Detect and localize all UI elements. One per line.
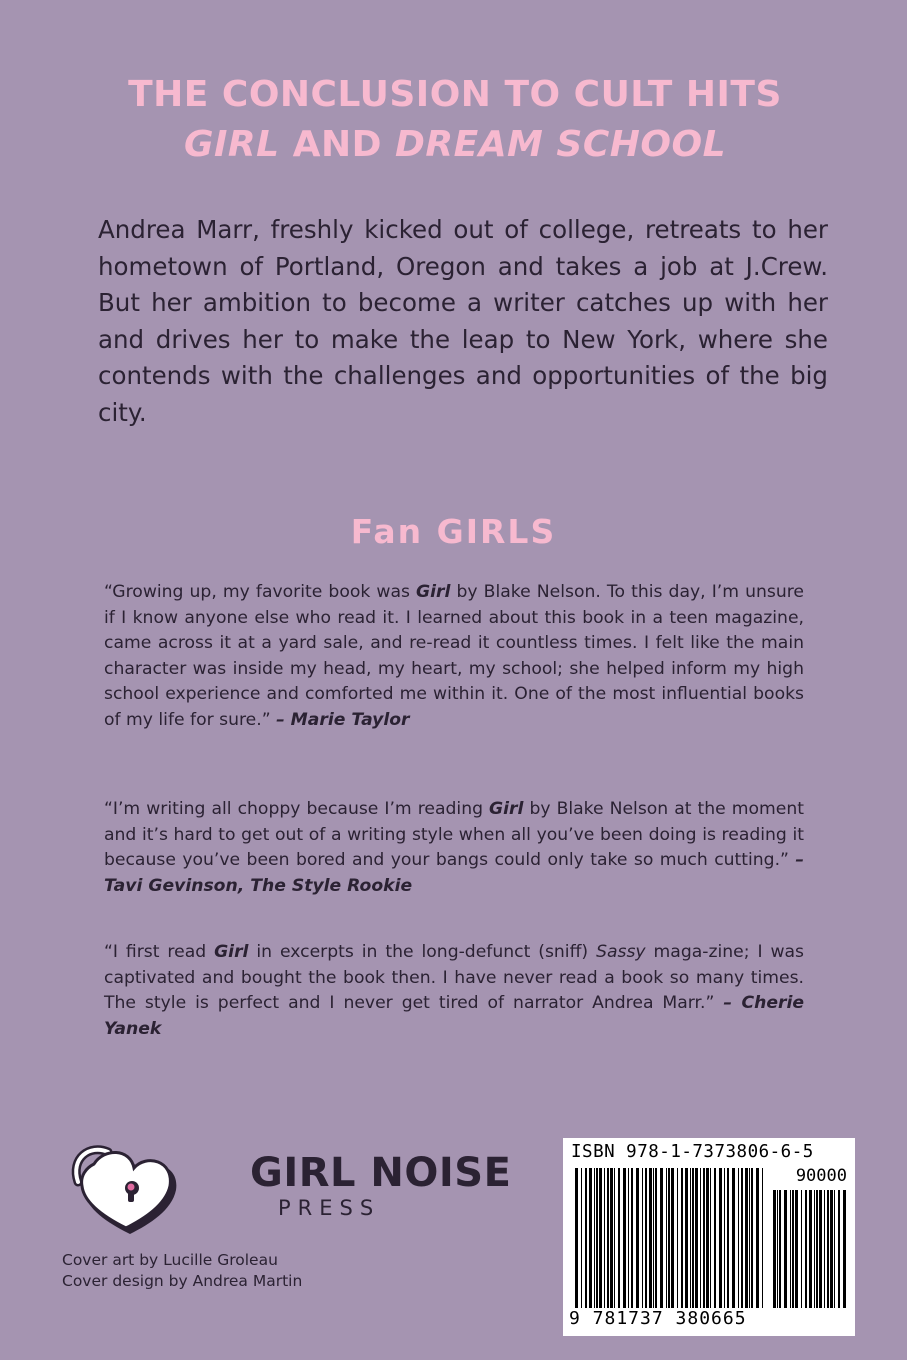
barcode-bar — [749, 1168, 750, 1308]
fan-quote — [104, 940, 804, 1042]
heart-padlock-icon — [60, 1138, 190, 1238]
barcode-bar — [724, 1168, 725, 1308]
quote-text: maga-zine; I was captivated and bought the book then. I have never read a book so many times. The style is perfect and I never get tired of narrator Andrea Marr.” — [104, 942, 805, 1013]
barcode-bar — [668, 1168, 670, 1308]
barcode-bar — [762, 1168, 763, 1308]
barcode-bar — [824, 1190, 825, 1308]
barcode-bar — [645, 1168, 647, 1308]
barcode-bar — [594, 1168, 595, 1308]
barcode-bar — [695, 1168, 698, 1308]
headline-and: AND — [279, 124, 395, 165]
quote-text: by Blake Nelson at the moment and it’s hard to get out of a writing style when all you’ve been doing is reading it because you’ve been bored and your bangs could only take so much cutting.” — [104, 799, 804, 870]
quote-author: – Cherie Yanek — [104, 993, 804, 1039]
barcode-bar — [784, 1190, 787, 1308]
barcode-bar — [642, 1168, 643, 1308]
barcode-bar — [655, 1168, 657, 1308]
barcode-bar — [685, 1168, 688, 1308]
quote-book-title: Girl — [489, 799, 524, 819]
publisher-sub: PRESS — [278, 1196, 381, 1220]
quote-text: “Growing up, my favorite book was — [104, 582, 417, 602]
barcode-bar — [618, 1168, 620, 1308]
barcode-bar — [610, 1168, 613, 1308]
headline-dream-school: DREAM SCHOOL — [395, 124, 727, 165]
barcode-bar — [809, 1190, 812, 1308]
barcode-bar — [814, 1190, 815, 1308]
barcode-bar — [805, 1190, 807, 1308]
cover-art-credit: Cover art by Lucille Groleau — [62, 1251, 278, 1269]
quote-text: “I’m writing all choppy because I’m reading — [104, 799, 490, 819]
barcode-bar — [623, 1168, 626, 1308]
quote-book-title: Girl — [214, 942, 249, 962]
barcode-bar — [706, 1168, 709, 1308]
quote-book-title: Girl — [416, 582, 451, 602]
barcode-bar — [677, 1168, 678, 1308]
headline-line-2 — [60, 120, 850, 170]
barcode-bar — [719, 1168, 722, 1308]
barcode-bar — [773, 1190, 776, 1308]
headline-line-1: THE CONCLUSION TO CULT HITS — [128, 74, 782, 115]
barcode-bar — [604, 1168, 605, 1308]
barcode-bar — [756, 1168, 759, 1308]
barcode-bar — [660, 1168, 663, 1308]
barcode-bar — [703, 1168, 705, 1308]
barcode-bar — [599, 1168, 602, 1308]
price-code: 90000 — [795, 1166, 847, 1186]
barcode-bar — [649, 1168, 652, 1308]
barcode-bar — [631, 1168, 633, 1308]
barcode-bar — [777, 1190, 778, 1308]
barcode-bar — [681, 1168, 683, 1308]
barcode-bar — [589, 1168, 592, 1308]
headline-girl: GIRL — [183, 124, 280, 165]
barcode-bar — [581, 1168, 582, 1308]
barcode-bar — [816, 1190, 818, 1308]
barcode-bar — [751, 1168, 753, 1308]
fan-girls-heading: Fan GIRLS — [350, 512, 557, 551]
cover-design-credit: Cover design by Andrea Martin — [62, 1272, 303, 1290]
barcode-bar — [741, 1168, 743, 1308]
barcode-bar — [690, 1168, 691, 1308]
barcode-bar — [607, 1168, 609, 1308]
fan-quote — [104, 580, 804, 733]
barcode-bar — [745, 1168, 748, 1308]
barcode-bar — [636, 1168, 639, 1308]
barcode-bar — [801, 1190, 802, 1308]
fan-quote — [104, 797, 804, 899]
ean-digits: 9 781737 380665 — [569, 1308, 747, 1329]
barcode-bar — [830, 1190, 833, 1308]
barcode-bar — [585, 1168, 587, 1308]
publisher-name: GIRL NOISE — [250, 1150, 512, 1196]
barcode-bar — [710, 1168, 711, 1308]
barcode-bars — [563, 1138, 855, 1336]
barcode-bar — [575, 1168, 578, 1308]
barcode-bar — [790, 1190, 791, 1308]
barcode-bar — [779, 1190, 781, 1308]
barcode-bar — [628, 1168, 629, 1308]
quote-magazine-title: Sassy — [596, 942, 646, 962]
barcode-bar — [692, 1168, 694, 1308]
barcode-bar — [834, 1190, 835, 1308]
barcode-bar — [614, 1168, 615, 1308]
barcode-bar — [700, 1168, 701, 1308]
barcode-bar — [596, 1168, 598, 1308]
barcode-bar — [792, 1190, 794, 1308]
quote-text: in excerpts in the long-defunct (sniff) — [248, 942, 597, 962]
barcode-bar — [671, 1168, 674, 1308]
barcode-bar — [714, 1168, 716, 1308]
headline — [60, 70, 850, 170]
quote-author: – Marie Taylor — [276, 709, 410, 730]
isbn-barcode — [563, 1138, 855, 1336]
book-blurb: Andrea Marr, freshly kicked out of college, retreats to her hometown of Portland, Oregon and takes a job at J.Crew. But her ambition to become a writer catches up with her and drives her to make the leap to New York, where she contends with the challenges and opportunities of the big city. — [98, 215, 828, 427]
quote-text: “I first read — [104, 942, 215, 962]
barcode-bar — [795, 1190, 798, 1308]
barcode-bar — [666, 1168, 667, 1308]
barcode-bar — [727, 1168, 729, 1308]
cover-credits — [62, 1250, 302, 1292]
quote-text: by Blake Nelson. To this day, I’m unsure if I know anyone else who read it. I learned about this book in a teen magazine, came across it at a yard sale, and re-read it countless times. I felt like the main character was inside my head, my heart, my school; she helped inform my high school experience and comforted me within it. One of the most influential books of my life for sure.” — [104, 582, 804, 730]
barcode-bar — [819, 1190, 822, 1308]
isbn-label: ISBN 978-1-7373806-6-5 — [571, 1142, 814, 1162]
barcode-bar — [732, 1168, 735, 1308]
barcode-bar — [843, 1190, 846, 1308]
barcode-bar — [838, 1190, 840, 1308]
barcode-bar — [738, 1168, 739, 1308]
barcode-bar — [827, 1190, 829, 1308]
quote-author: – Tavi Gevinson, The Style Rookie — [104, 850, 804, 896]
barcode-bar — [653, 1168, 654, 1308]
publisher-logo — [60, 1138, 512, 1238]
